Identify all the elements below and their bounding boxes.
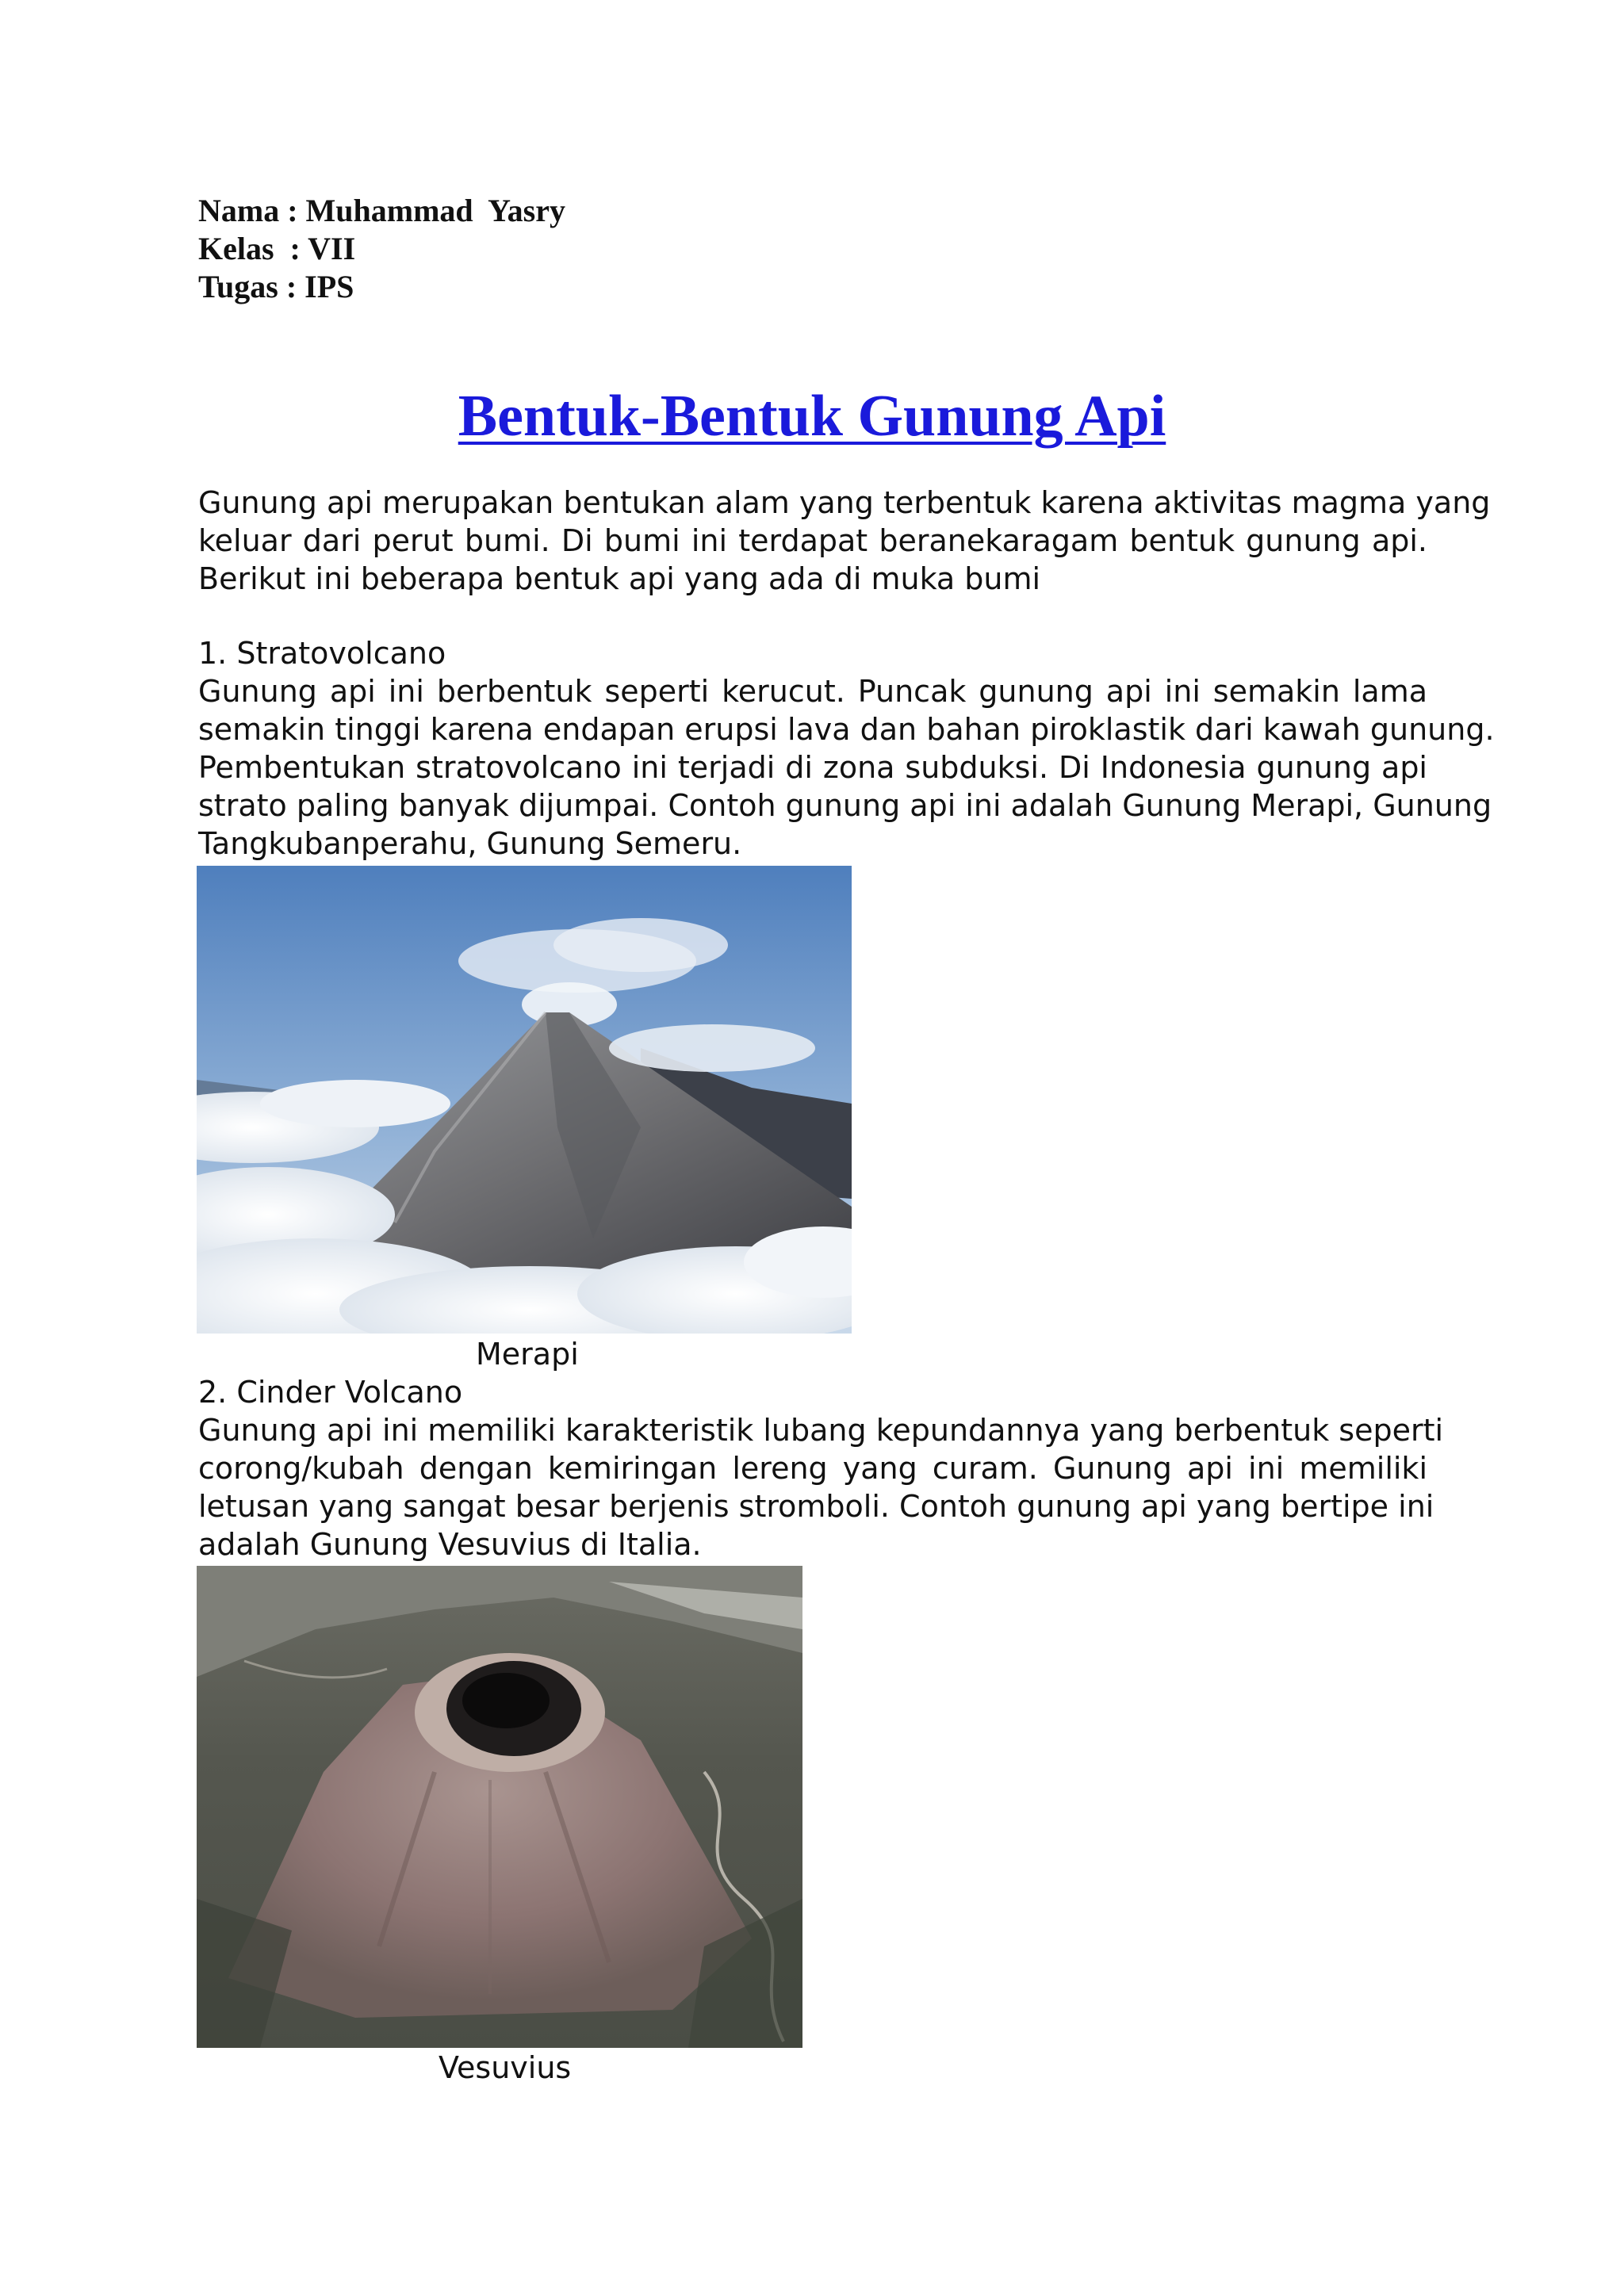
paragraph-line: adalah Gunung Vesuvius di Italia. [198, 1527, 702, 1562]
paragraph-line: semakin tinggi karena endapan erupsi lava dan bahan piroklastik dari kawah gunung. [198, 712, 1495, 747]
student-info [198, 192, 565, 306]
cinder-volcano-paragraph [198, 1411, 1444, 1563]
assignment-subject: Tugas : IPS [198, 269, 354, 304]
section-heading-cinder-volcano: 2. Cinder Volcano [198, 1375, 463, 1410]
paragraph-line: corong/kubah dengan kemiringan lereng yang curam. Gunung api ini memiliki [198, 1451, 1427, 1486]
document-title: Bentuk-Bentuk Gunung Api [458, 384, 1166, 449]
paragraph-line: Gunung api ini memiliki karakteristik lubang kepundannya yang berbentuk seperti [198, 1413, 1444, 1448]
student-class: Kelas : VII [198, 231, 356, 266]
paragraph-line: letusan yang sangat besar berjenis stromboli. Contoh gunung api yang bertipe ini [198, 1489, 1434, 1524]
intro-line: Berikut ini beberapa bentuk api yang ada di muka bumi [198, 561, 1041, 596]
vesuvius-caption: Vesuvius [439, 2050, 572, 2085]
student-name: Nama : Muhammad Yasry [198, 193, 565, 228]
section-heading-stratovolcano: 1. Stratovolcano [198, 636, 446, 671]
intro-paragraph [198, 484, 1491, 598]
intro-line: Gunung api merupakan bentukan alam yang terbentuk karena aktivitas magma yang [198, 485, 1491, 520]
paragraph-line: Pembentukan stratovolcano ini terjadi di zona subduksi. Di Indonesia gunung api [198, 750, 1427, 785]
paragraph-line: Gunung api ini berbentuk seperti kerucut. Puncak gunung api ini semakin lama [198, 674, 1427, 709]
intro-line: keluar dari perut bumi. Di bumi ini terdapat beranekaragam bentuk gunung api. [198, 523, 1427, 558]
merapi-photo [197, 866, 852, 1334]
merapi-caption: Merapi [476, 1337, 579, 1372]
stratovolcano-paragraph [198, 672, 1495, 863]
paragraph-line: strato paling banyak dijumpai. Contoh gunung api ini adalah Gunung Merapi, Gunung [198, 788, 1492, 823]
vesuvius-photo [197, 1566, 802, 2048]
paragraph-line: Tangkubanperahu, Gunung Semeru. [198, 826, 742, 861]
